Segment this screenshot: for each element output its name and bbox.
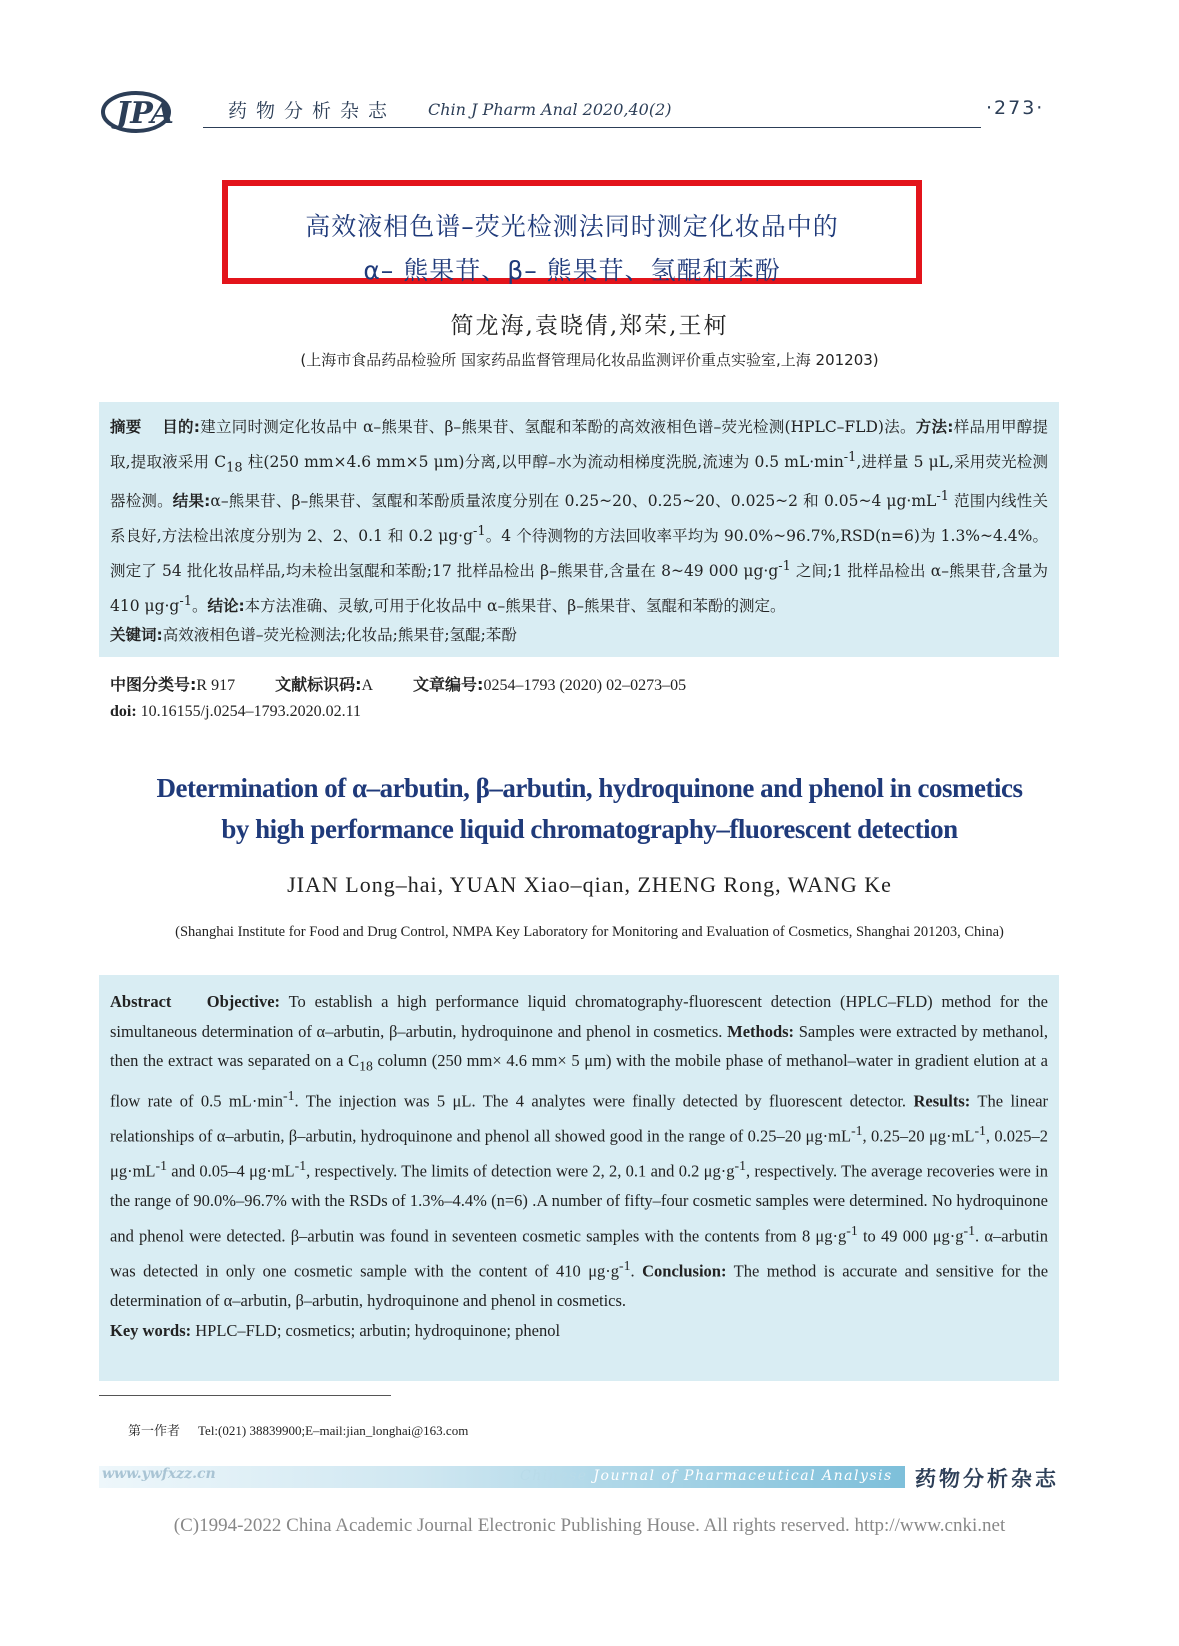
journal-name-en-first: Chinese: [520, 1468, 588, 1484]
methods-en-text-2: column (250 mm× 4.6 mm× 5 μm) with the mobile phase of methanol–water in gradient elution at a flow rate of 0.5 mL·min: [110, 1051, 1049, 1111]
copyright-line: (C)1994-2022 China Academic Journal Electronic Publishing House. All rights reserved. http://www.cnki.net: [173, 1515, 1006, 1536]
results-cn-label: 结果:: [172, 492, 211, 511]
doi-line: [110, 703, 361, 721]
conclusion-cn-label: 结论:: [207, 596, 245, 615]
clc-label: 中图分类号:: [110, 675, 197, 694]
results-cn-b-sup: -1: [473, 524, 486, 540]
methods-cn-text: 样品用甲醇提取,提取液采用 C: [110, 418, 1048, 471]
results-en-f: , respectively. The average recoveries were in the range of 90.0%–96.7% with the RSDs of 1.3%–4.4% (n=6) .A number of fifty–four cosmetic samples were determined. No hydroquinone and phenol were detected. β–arbutin was found in seventeen cosmetic samples with the contents from 8 μg·g: [110, 1161, 1049, 1246]
results-cn-d-sup: -1: [179, 593, 192, 609]
results-cn-d: 之间;1 批样品检出 α–熊果苷,含量为 410 μg·g: [110, 562, 1048, 615]
abstract-en-label: Abstract: [110, 992, 172, 1011]
methods-en-sub: 18: [359, 1058, 373, 1074]
objective-cn-label: 目的:: [162, 418, 200, 436]
header-rule: [203, 127, 981, 128]
footnote-rule: [99, 1395, 391, 1396]
results-en-a-sup: -1: [851, 1123, 863, 1139]
journal-name-cn: 药物分析杂志: [228, 100, 397, 122]
title-en-line2: by high performance liquid chromatography–fluorescent detection: [221, 814, 958, 844]
affiliation-cn: (上海市食品药品检验所 国家药品监督管理局化妆品监测评价重点实验室,上海 201203): [300, 351, 879, 369]
keywords-en-text: HPLC–FLD; cosmetics; arbutin; hydroquinone; phenol: [191, 1320, 561, 1340]
methods-en-text: Samples were extracted by methanol, then the extract was separated on a C: [110, 1021, 1048, 1071]
journal-name-en-rest: Journal of Pharmaceutical Analysis: [587, 1468, 893, 1484]
keywords-cn-text: 高效液相色谱–荧光检测法;化妆品;熊果苷;氢醌;苯酚: [162, 626, 517, 645]
footnote: [128, 1420, 468, 1439]
abstract-en: [110, 987, 1048, 1345]
footnote-text: Tel:(021) 38839900;E–mail:jian_longhai@163.com: [198, 1423, 469, 1438]
footnote-label: 第一作者: [128, 1424, 181, 1439]
results-en-c: , 0.025–2 μg·mL: [110, 1126, 1049, 1181]
methods-cn-label: 方法:: [915, 418, 954, 436]
keywords-en-label: Key words:: [110, 1320, 192, 1340]
classification-line: [110, 672, 686, 695]
results-en-d-sup: -1: [294, 1158, 307, 1174]
methods-en-sup: -1: [283, 1088, 295, 1104]
authors-en: JIAN Long–hai, YUAN Xiao–qian, ZHENG Rong, WANG Ke: [287, 872, 892, 897]
page-number: ·273·: [986, 97, 1045, 119]
doc-code-value: A: [361, 677, 374, 694]
results-en-b: , 0.25–20 μg·mL: [862, 1126, 975, 1146]
results-en-c-sup: -1: [155, 1158, 167, 1174]
methods-cn-sup: -1: [843, 449, 857, 465]
journal-name-cn-footer: 药物分析杂志: [915, 1466, 1059, 1491]
logo-text: JPA: [116, 96, 174, 131]
authors-cn: 简龙海,袁晓倩,郑荣,王柯: [450, 313, 729, 339]
title-cn-line2: α– 熊果苷、β– 熊果苷、氢醌和苯酚: [363, 256, 781, 285]
results-cn-c-sup: -1: [778, 558, 791, 574]
results-en-i: .: [630, 1261, 643, 1281]
results-en-f-sup: -1: [846, 1222, 858, 1238]
results-cn-b: 范围内线性关系良好,方法检出浓度分别为 2、2、0.1 和 0.2 μg·g: [110, 492, 1048, 546]
title-cn-line1: 高效液相色谱–荧光检测法同时测定化妆品中的: [305, 212, 839, 241]
results-en-label: Results:: [913, 1091, 971, 1111]
results-cn-a-sup: -1: [936, 489, 949, 505]
results-en-g-sup: -1: [963, 1222, 976, 1238]
methods-cn-text-3: ,进样量 5 μL,采用荧光检测器检测。: [110, 452, 1048, 511]
results-cn-c: 。4 个待测物的方法回收率平均为 90.0%~96.7%,RSD(n=6)为 1.3%~4.4%。测定了 54 批化妆品样品,均未检出氢醌和苯酚;17 批样品检出 β–熊果苷,含量在 8~49 000 μg·g: [110, 527, 1048, 581]
doc-code-label: 文献标识码:: [275, 675, 362, 694]
affiliation-en: (Shanghai Institute for Food and Drug Control, NMPA Key Laboratory for Monitoring and Evaluation of Cosmetics, Shanghai 201203, China): [175, 924, 1004, 940]
abstract-cn: [110, 413, 1048, 651]
objective-en-text: To establish a high performance liquid chromatography-fluorescent detection (HPLC–FLD) method for the simultaneous determination of α–arbutin, β–arbutin, hydroquinone and phenol in cosmetics.: [110, 992, 1049, 1041]
article-no-label: 文章编号:: [413, 675, 484, 694]
results-en-g: to 49 000 μg·g: [857, 1226, 964, 1246]
journal-name-en: [520, 1468, 893, 1484]
methods-en-label: Methods:: [727, 1021, 795, 1041]
conclusion-en-label: Conclusion:: [642, 1261, 727, 1281]
results-en-b-sup: -1: [974, 1123, 986, 1139]
title-en-line1: Determination of α–arbutin, β–arbutin, hydroquinone and phenol in cosmetics: [156, 773, 1023, 803]
results-cn-a: α–熊果苷、β–熊果苷、氢醌和苯酚质量浓度分别在 0.25~20、0.25~20、0.025~2 和 0.05~4 μg·mL: [210, 492, 937, 511]
methods-cn-sub: 18: [226, 459, 243, 475]
results-en-a: The linear relationships of α–arbutin, β–arbutin, hydroquinone and phenol all showed good in the range of 0.25–20 μg·mL: [110, 1091, 1049, 1146]
conclusion-cn-text: 本方法准确、灵敏,可用于化妆品中 α–熊果苷、β–熊果苷、氢醌和苯酚的测定。: [244, 596, 786, 615]
conclusion-en-text: The method is accurate and sensitive for the determination of α–arbutin, β–arbutin, hydroquinone and phenol in cosmetics.: [110, 1261, 1049, 1311]
methods-en-text-3: . The injection was 5 μL. The 4 analytes were finally detected by fluorescent detector.: [294, 1091, 907, 1111]
objective-cn-text: 建立同时测定化妆品中 α–熊果苷、β–熊果苷、氢醌和苯酚的高效液相色谱–荧光检测(HPLC–FLD)法。: [199, 418, 916, 436]
results-en-h-sup: -1: [619, 1258, 631, 1274]
article-no-value: 0254–1793 (2020) 02–0273–05: [483, 677, 687, 694]
methods-cn-text-2: 柱(250 mm×4.6 mm×5 μm)分离,以甲醇–水为流动相梯度洗脱,流速为 0.5 mL·min: [242, 452, 844, 471]
journal-citation: Chin J Pharm Anal 2020,40(2): [428, 100, 672, 119]
clc-value: R 917: [196, 677, 236, 694]
abstract-cn-label: 摘要: [110, 418, 142, 436]
results-en-e-sup: -1: [734, 1158, 746, 1174]
objective-en-label: Objective:: [206, 992, 281, 1011]
keywords-cn-label: 关键词:: [110, 626, 163, 645]
doi-value[interactable]: 10.16155/j.0254–1793.2020.02.11: [140, 703, 361, 720]
results-en-h: . α–arbutin was detected in only one cosmetic sample with the content of 410 μg·g: [110, 1226, 1048, 1281]
doi-label: doi:: [110, 703, 137, 720]
results-cn-e: 。: [191, 596, 208, 615]
journal-logo: [100, 86, 192, 134]
results-en-e: , respectively. The limits of detection were 2, 2, 0.1 and 0.2 μg·g: [306, 1161, 735, 1181]
results-en-d: and 0.05–4 μg·mL: [166, 1161, 295, 1181]
journal-url[interactable]: www.ywfxzz.cn: [102, 1466, 216, 1482]
